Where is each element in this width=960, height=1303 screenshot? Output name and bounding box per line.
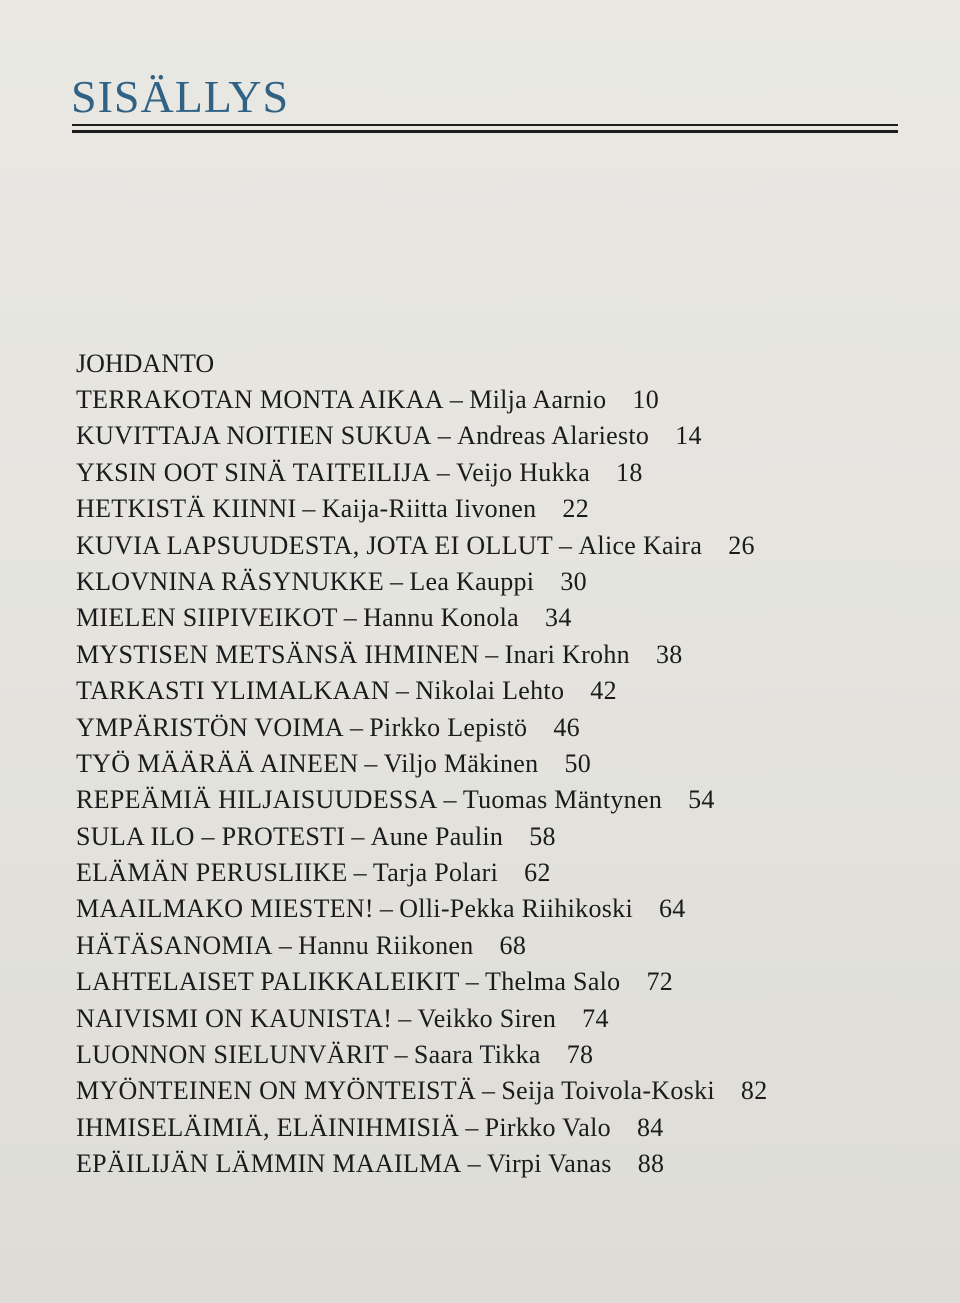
toc-entry: [76, 564, 936, 600]
entry-page-number: 42: [590, 676, 617, 706]
entry-title: YMPÄRISTÖN VOIMA: [76, 712, 344, 742]
entry-separator: –: [467, 1149, 481, 1179]
entry-page-number: 38: [655, 639, 683, 669]
entry-separator: –: [351, 821, 365, 851]
entry-separator: –: [379, 894, 394, 924]
entry-title: IHMISELÄIMIÄ, ELÄINIHMISIÄ: [76, 1112, 460, 1142]
entry-page-number: 64: [659, 894, 686, 924]
entry-title: ELÄMÄN PERUSLIIKE: [76, 858, 348, 888]
entry-separator: –: [395, 676, 410, 706]
entry-page-number: 58: [529, 821, 556, 851]
entry-page-number: 88: [637, 1149, 665, 1179]
entry-title: MYÖNTEINEN ON MYÖNTEISTÄ: [76, 1076, 477, 1106]
toc-entry: [76, 782, 936, 818]
entry-author: Tuomas Mäntynen: [462, 785, 663, 815]
entry-author: Milja Aarnio: [469, 385, 607, 414]
entry-separator: –: [437, 421, 452, 451]
entry-separator: –: [485, 639, 499, 669]
toc-entry: [76, 819, 936, 855]
entry-title: TERRAKOTAN MONTA AIKAA: [76, 385, 444, 414]
entry-title: TARKASTI YLIMALKAAN: [76, 676, 390, 706]
entry-author: Inari Krohn: [504, 639, 630, 669]
toc-entry: [76, 1037, 936, 1073]
entry-separator: –: [443, 785, 457, 815]
entry-page-number: 22: [562, 494, 589, 524]
toc-entry: [76, 382, 936, 418]
entry-title: NAIVISMI ON KAUNISTA!: [76, 1003, 393, 1033]
entry-author: Tarja Polari: [372, 858, 499, 888]
toc-entry: [76, 600, 936, 636]
entry-separator: –: [353, 858, 367, 888]
entry-separator: –: [394, 1040, 408, 1070]
entry-author: Seija Toivola-Koski: [501, 1076, 715, 1106]
table-of-contents: [76, 346, 936, 1183]
toc-entry-list: [76, 382, 936, 1183]
entry-page-number: 34: [545, 603, 572, 633]
entry-author: Aune Paulin: [370, 821, 504, 851]
entry-separator: –: [559, 530, 573, 560]
entry-page-number: 68: [499, 930, 527, 960]
entry-separator: –: [465, 1112, 479, 1142]
toc-entry: [76, 1073, 936, 1109]
entry-author: Lea Kauppi: [409, 566, 535, 596]
entry-page-number: 62: [524, 858, 551, 888]
entry-page-number: 84: [636, 1112, 664, 1142]
title-rule-thick: [72, 130, 898, 133]
entry-author: Andreas Alariesto: [457, 421, 650, 451]
toc-entry: [76, 928, 936, 964]
entry-author: Saara Tikka: [413, 1040, 541, 1070]
entry-separator: –: [302, 494, 316, 524]
toc-entry: [76, 528, 936, 564]
page-title: SISÄLLYS: [71, 71, 290, 122]
entry-author: Olli-Pekka Riihikoski: [399, 894, 633, 924]
entry-page-number: 18: [616, 457, 643, 487]
entry-author: Hannu Konola: [363, 603, 520, 633]
entry-page-number: 74: [582, 1003, 609, 1033]
entry-title: HETKISTÄ KIINNI: [76, 494, 297, 524]
entry-title: KUVIA LAPSUUDESTA, JOTA EI OLLUT: [76, 530, 554, 560]
entry-author: Kaija-Riitta Iivonen: [321, 494, 537, 524]
entry-separator: –: [364, 748, 378, 778]
entry-page-number: 78: [566, 1040, 594, 1070]
toc-entry: [76, 673, 936, 709]
entry-title: TYÖ MÄÄRÄÄ AINEEN: [76, 748, 359, 778]
entry-separator: –: [349, 712, 364, 742]
toc-entry: [76, 855, 936, 891]
entry-separator: –: [449, 385, 464, 414]
entry-separator: –: [343, 603, 358, 633]
entry-separator: –: [465, 967, 480, 997]
title-rule-thin: [72, 124, 898, 126]
entry-title: KUVITTAJA NOITIEN SUKUA: [76, 421, 432, 451]
entry-page-number: 46: [553, 712, 580, 742]
entry-title: MAAILMAKO MIESTEN!: [76, 894, 374, 924]
toc-entry: [76, 418, 936, 454]
toc-entry: [76, 964, 936, 1000]
entry-author: Veikko Siren: [417, 1003, 557, 1033]
entry-page-number: 54: [688, 785, 715, 815]
entry-author: Virpi Vanas: [486, 1149, 612, 1179]
toc-entry: [76, 1110, 936, 1146]
entry-author: Pirkko Lepistö: [369, 712, 528, 742]
entry-title: KLOVNINA RÄSYNUKKE: [76, 566, 385, 596]
entry-author: Alice Kaira: [578, 530, 703, 560]
entry-author: Nikolai Lehto: [415, 676, 565, 706]
entry-title: EPÄILIJÄN LÄMMIN MAAILMA: [76, 1149, 462, 1179]
entry-author: Pirkko Valo: [484, 1112, 611, 1142]
entry-separator: –: [398, 1003, 412, 1033]
entry-separator: –: [482, 1076, 496, 1106]
entry-separator: –: [436, 457, 451, 487]
entry-author: Hannu Riikonen: [298, 930, 474, 960]
entry-title: SULA ILO – PROTESTI: [76, 821, 346, 851]
toc-entry: [76, 1001, 936, 1037]
entry-author: Veijo Hukka: [456, 457, 591, 487]
entry-page-number: 10: [632, 385, 659, 414]
toc-entry: [76, 710, 936, 746]
entry-page-number: 72: [646, 967, 674, 997]
entry-page-number: 14: [675, 421, 702, 451]
entry-page-number: 82: [740, 1076, 768, 1106]
entry-page-number: 50: [564, 748, 592, 778]
toc-entry: [76, 746, 936, 782]
entry-page-number: 30: [560, 566, 587, 596]
entry-title: HÄTÄSANOMIA: [76, 930, 273, 960]
entry-title: MIELEN SIIPIVEIKOT: [76, 603, 338, 633]
entry-separator: –: [390, 566, 404, 596]
entry-separator: –: [278, 930, 293, 960]
entry-title: MYSTISEN METSÄNSÄ IHMINEN: [76, 639, 480, 669]
toc-entry: [76, 891, 936, 927]
toc-entry: [76, 455, 936, 491]
entry-title: LUONNON SIELUNVÄRIT: [76, 1040, 389, 1070]
toc-entry: [76, 1146, 936, 1182]
entry-page-number: 26: [728, 530, 755, 560]
entry-title: REPEÄMIÄ HILJAISUUDESSA: [76, 785, 438, 815]
entry-title: YKSIN OOT SINÄ TAITEILIJA: [76, 457, 431, 487]
intro-heading: JOHDANTO: [76, 349, 215, 378]
entry-author: Thelma Salo: [485, 967, 621, 997]
toc-entry: [76, 637, 936, 673]
entry-author: Viljo Mäkinen: [383, 748, 539, 778]
entry-title: LAHTELAISET PALIKKALEIKIT: [76, 967, 460, 997]
toc-entry: [76, 491, 936, 527]
